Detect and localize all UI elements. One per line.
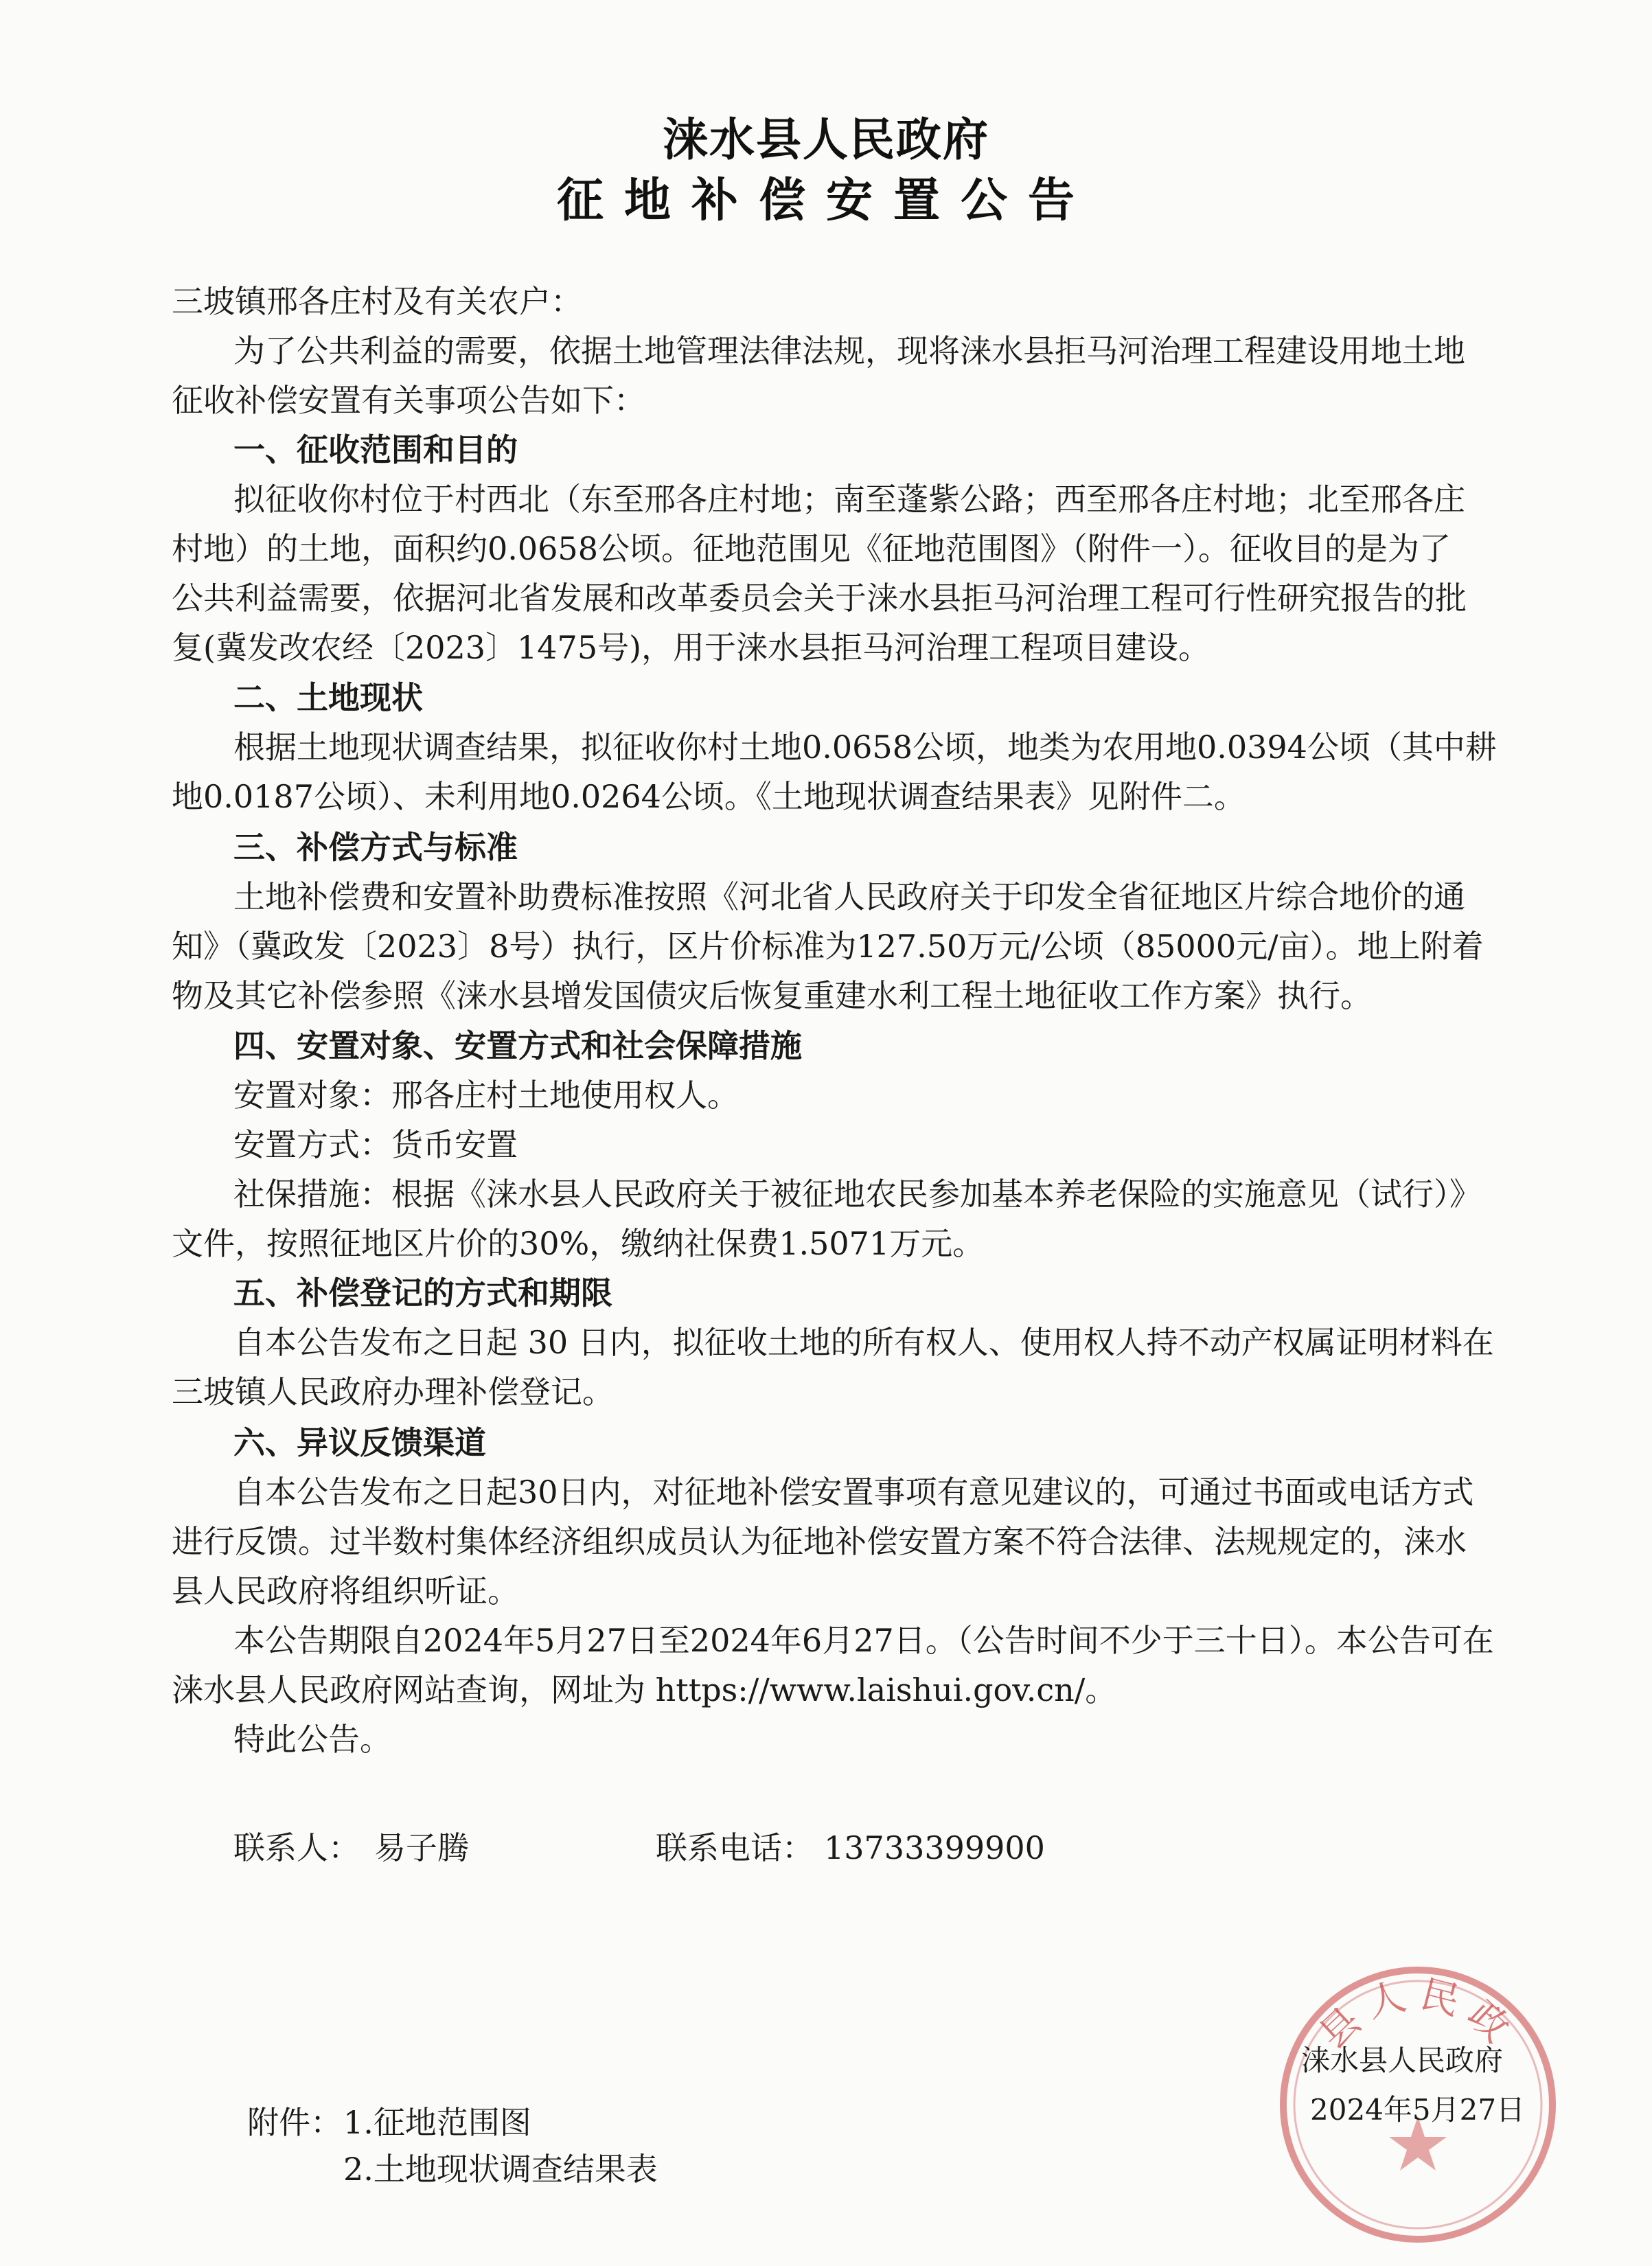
- section-1-line: 拟征收你村位于村西北（东至邢各庄村地；南至蓬紫公路；西至邢各庄村地；北至邢各庄: [233, 481, 1465, 518]
- seal-text: 县人民政: [1311, 1971, 1525, 2058]
- signature-date: 2024年5月27日: [1310, 2093, 1526, 2127]
- section-heading-2: 二、土地现状: [233, 679, 423, 716]
- section-5-line: 自本公告发布之日起 30 日内，拟征收土地的所有权人、使用权人持不动产权属证明材料在: [233, 1324, 1494, 1361]
- section-5-line: 三坡镇人民政府办理补偿登记。: [172, 1373, 614, 1410]
- attachments-label: 附件：: [247, 2104, 342, 2141]
- period-line: 涞水县人民政府网站查询，网址为 https://www.laishui.gov.cn/。: [172, 1671, 1117, 1708]
- document-title: 征地补偿安置公告: [556, 174, 1095, 228]
- issuer-title: 涞水县人民政府: [663, 113, 989, 166]
- section-1-line: 村地）的土地，面积约0.0658公顷。征地范围见《征地范围图》（附件一）。征收目的是为了: [172, 530, 1451, 567]
- section-heading-5: 五、补偿登记的方式和期限: [233, 1274, 612, 1312]
- section-1-line: 公共利益需要，依据河北省发展和改革委员会关于涞水县拒马河治理工程可行性研究报告的批: [172, 580, 1467, 617]
- intro-line: 为了公共利益的需要，依据土地管理法律法规，现将涞水县拒马河治理工程建设用地土地: [233, 332, 1465, 369]
- section-1-line: 复(冀发改农经〔2023〕1475号)，用于涞水县拒马河治理工程项目建设。: [172, 629, 1211, 666]
- contact-person: 易子腾: [374, 1829, 469, 1866]
- section-4-line: 文件，按照征地区片价的30%，缴纳社保费1.5071万元。: [172, 1225, 985, 1262]
- section-heading-1: 一、征收范围和目的: [233, 431, 518, 468]
- section-4-line: 安置对象：邢各庄村土地使用权人。: [233, 1077, 739, 1114]
- section-6-line: 县人民政府将组织听证。: [172, 1572, 519, 1610]
- section-4-line: 安置方式：货币安置: [233, 1126, 518, 1163]
- section-heading-6: 六、异议反馈渠道: [233, 1424, 486, 1461]
- intro-line: 征收补偿安置有关事项公告如下：: [172, 382, 645, 419]
- attachment-item: 2.土地现状调查结果表: [343, 2151, 658, 2188]
- section-heading-3: 三、补偿方式与标准: [233, 829, 518, 866]
- contact-phone-label: 联系电话：: [656, 1829, 814, 1866]
- section-6-line: 自本公告发布之日起30日内，对征地补偿安置事项有意见建议的，可通过书面或电话方式: [233, 1474, 1474, 1511]
- section-3-line: 知》（冀政发〔2023〕8号）执行，区片价标准为127.50万元/公顷（85000元/亩）。地上附着: [172, 928, 1484, 965]
- section-3-line: 物及其它补偿参照《涞水县增发国债灾后恢复重建水利工程土地征收工作方案》执行。: [172, 977, 1372, 1014]
- contact-phone: 13733399900: [824, 1829, 1045, 1866]
- section-heading-4: 四、安置对象、安置方式和社会保障措施: [233, 1027, 802, 1064]
- section-2-line: 根据土地现状调查结果，拟征收你村土地0.0658公顷，地类为农用地0.0394公顷（其中耕: [233, 729, 1497, 766]
- section-2-line: 地0.0187公顷）、未利用地0.0264公顷。《土地现状调查结果表》见附件二。: [172, 778, 1246, 815]
- section-3-line: 土地补偿费和安置补助费标准按照《河北省人民政府关于印发全省征地区片综合地价的通: [233, 878, 1465, 915]
- contact-person-label: 联系人：: [233, 1829, 360, 1866]
- greeting: 三坡镇邢各庄村及有关农户：: [172, 283, 582, 320]
- section-6-line: 进行反馈。过半数村集体经济组织成员认为征地补偿安置方案不符合法律、法规规定的，涞水: [172, 1523, 1467, 1560]
- period-line: 本公告期限自2024年5月27日至2024年6月27日。（公告时间不少于三十日）。本公告可在: [233, 1622, 1494, 1659]
- closing-text: 特此公告。: [233, 1721, 391, 1758]
- signature-org: 涞水县人民政府: [1301, 2044, 1504, 2077]
- section-4-line: 社保措施：根据《涞水县人民政府关于被征地农民参加基本养老保险的实施意见（试行）》: [233, 1176, 1481, 1213]
- attachment-item: 1.征地范围图: [343, 2104, 531, 2141]
